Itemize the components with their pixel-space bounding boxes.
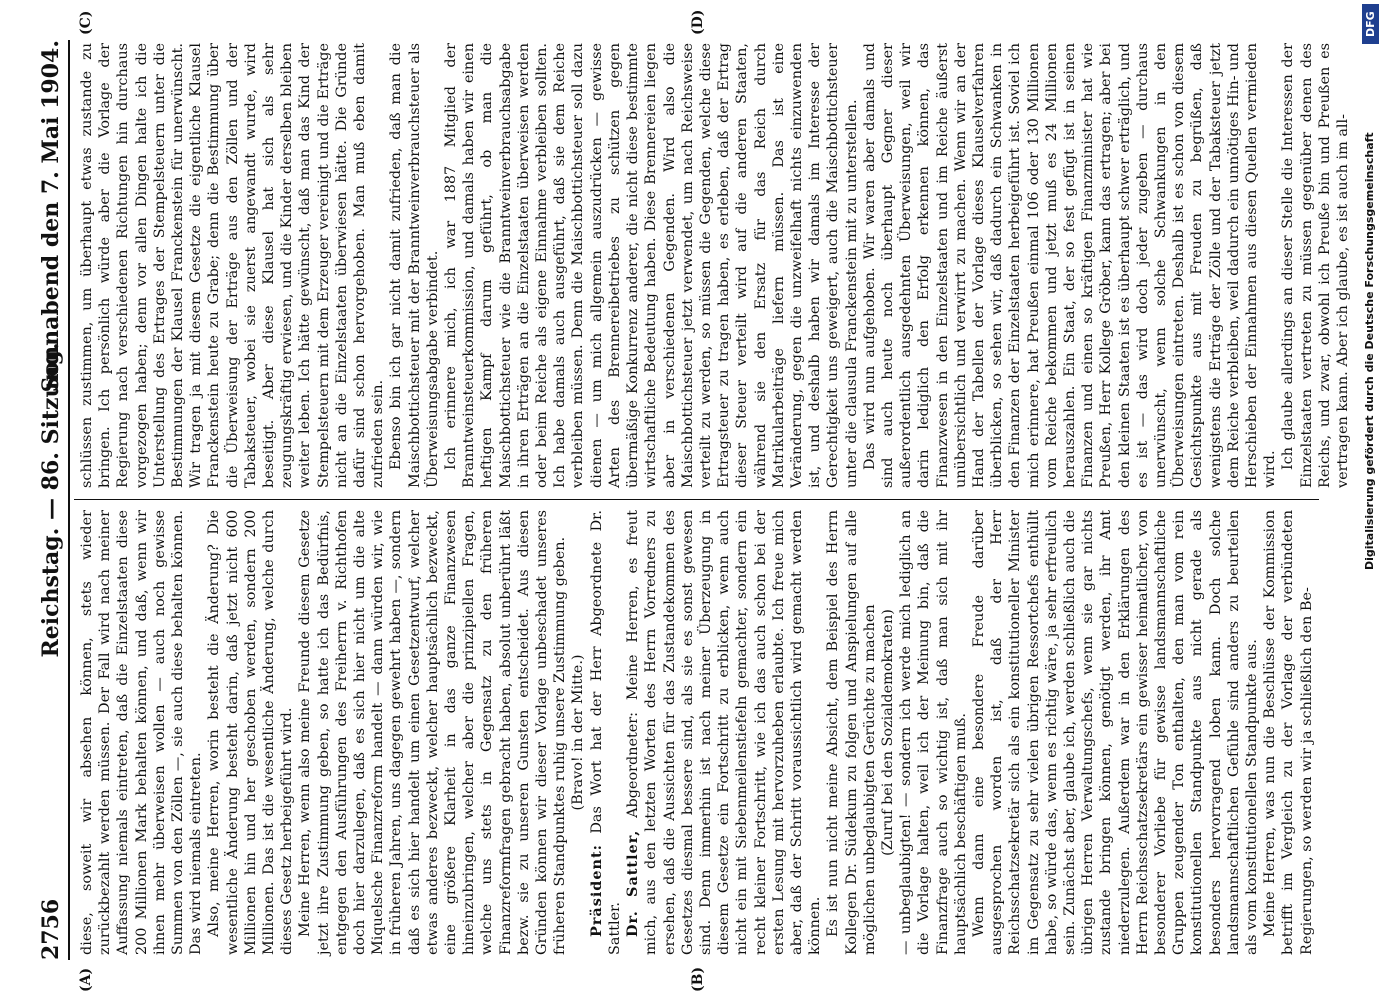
paragraph: [1261, 510, 1316, 955]
paragraph: [78, 43, 387, 488]
paragraph-text: (Bravo! in der Mitte.): [570, 654, 587, 811]
paragraph-text: — unbeglaubigten! — sondern ich werde mich lediglich an die Vorlage halten, weil ich der Meinung bin, daß die Finanzfrage auch so wichtig ist, daß man sich mit ihr hauptsächlich beschäftigen muß.: [898, 510, 969, 955]
credit-strip: [1361, 0, 1381, 1000]
right-text-column: [78, 43, 1352, 488]
paragraph-text: Das wird nun aufgehoben. Wir waren aber damals und sind auch heute noch überhaupt Gegner dieser außerordentlich ausgedehnten Überweisungen, weil wir darin lediglich den Erfolg erkennen können, das Finanzwesen in den Einzelstaaten und im Reiche äußerst unübersichtlich und verwirrt zu machen. Wenn wir an der Hand der Tabellen der Vorlage dieses Klauselverfahren überblicken, so sehen wir, daß dadurch ein Schwanken in den Finanzen der Einzelstaaten herbeigeführt ist. Soviel ich mich erinnere, hat Preußen einmal 106 oder 130 Millionen vom Reiche bekommen und jetzt muß es 24 Millionen herauszahlen. Ein Staat, der so fest gefügt ist in seinen Finanzen und einen so kräftigen Finanzminister hat wie Preußen, Herr Kollege Gröber, kann das ertragen; aber bei den kleinen Staaten ist es überhaupt schwer erträglich, und es ist — das wird doch jeder zugeben — durchaus unerwünscht, wenn solche Schwankungen in den Überweisungen eintreten. Deshalb ist es schon von diesem Gesichtspunkte aus mit Freuden zu begrüßen, daß wenigstens die Erträge der Zölle und der Tabaksteuer jetzt dem Reiche verbleiben, weil dadurch ein unnötiges Hin- und Herschieben der Einnahmen aus diesen Quellen vermieden wird.: [861, 43, 1279, 488]
paragraph: [78, 510, 205, 955]
session-date: Sonnabend den 7. Mai 1904.: [38, 40, 64, 393]
paragraph: [897, 510, 970, 955]
left-text-column: [78, 510, 1315, 955]
paragraph-text: Meine Herren, wenn also meine Freunde diesem Gesetze jetzt ihre Zustimmung geben, so hatte ich das Bedürfnis, entgegen den Ausführungen des Freiherrn v. Richthofen doch hier darzulegen, daß es sich hier nicht um die alte Miquelsche Finanzreform handelt — dann würden wir, wie in früheren Jahren, uns dagegen gewehrt haben —, sondern daß es sich hier handelt um einen Gesetzentwurf, welcher etwas anderes bezweckt, welcher hauptsächlich bezweckt, eine größere Klarheit in das ganze Finanzwesen hineinzubringen, welcher aber die prinzipiellen Fragen, welche uns stets in Gegensatz zu den früheren Finanzreformfragen gebracht haben, absolut unberührt läßt bezw. sie zu unseren Gunsten entscheidet. Aus diesen Gründen können wir dieser Vorlage unbeschadet unseres früheren Standpunktes ruhig unsere Zustimmung geben.: [297, 510, 569, 955]
paragraph-text: Ich glaube allerdings an dieser Stelle die Interessen der Einzelstaaten vertreten zu müssen gegenüber denen des Reichs, und zwar, obwohl ich Preuße bin und Preußen es vertragen kann. Aber ich glaube, es ist auch im all-: [1280, 43, 1352, 488]
paragraph-text: Abgeordneter: Meine Herren, es freut mich, aus den letzten Worten des Herrn Vorredners zu ersehen, daß die Aussichten für das Zustandekommen des Gesetzes diesmal bessere sind, als sie es sonst gewesen sind. Denn immerhin ist nach meiner Überzeugung in diesem Gesetze ein Fortschritt zu erblicken, wenn auch nicht ein mit Siebenmeilenstiefeln gemachter, sondern ein recht kleiner Fortschritt, wie ich das auch schon bei der ersten Lesung mit hervorzuheben erlaubte. Ich freue mich aber, daß der Schritt voraussichtlich wird gemacht werden können.: [625, 510, 824, 955]
page-number: 2756: [38, 898, 64, 960]
margin-mark-b: (B): [690, 966, 706, 992]
paragraph: [824, 510, 879, 955]
speaker-name: Präsident:: [587, 844, 605, 937]
paragraph-text: (Zuruf bei den Sozialdemokraten): [879, 609, 896, 856]
paragraph-text: Also, meine Herren, worin besteht die Änderung? Die wesentliche Änderung besteht darin, daß jetzt nicht 600 Millionen hin und her geschoben werden, sondern 200 Millionen. Das ist die wesentliche Änderung, welche durch dieses Gesetz herbeigeführt wird.: [206, 510, 296, 955]
paragraph-text: schlüssen zustimmen, um überhaupt etwas zustande zu bringen. Ich persönlich würde aber die Vorlage der Regierung nach verschiedenen Richtungen hin durchaus vorgezogen haben; denn vor allen Dingen halte ich die Unterstellung des Ertrages der Stempelsteuern unter die Bestimmungen der Klausel Franckenstein für unerwünscht. Wir tragen ja mit diesem Gesetze die eigentliche Klausel Franckenstein heute zu Grabe; denn die Bestimmung über die Überweisung der Erträge aus den Zöllen und der Tabaksteuer, wobei sie zuerst angewandt wurde, wird beseitigt. Aber diese Klausel hat sich als sehr zeugungskräftig erwiesen, und die Kinder derselben bleiben weiter leben. Ich hätte gewünscht, daß man das Kind der Stempelsteuern mit dem Erzeuger vereinigt und die Erträge nicht an die Einzelstaaten überwiesen hätte. Die Gründe dafür sind schon hervorgehoben. Man muß eben damit zufrieden sein.: [79, 43, 387, 488]
paragraph: [296, 510, 569, 955]
paragraph: [861, 43, 1280, 488]
paragraph: [970, 510, 1261, 955]
page-header: [38, 40, 70, 960]
paragraph-text: Wenn dann eine besondere Freude darüber ausgesprochen worden ist, daß der Herr Reichsschatzsekretär sich als ein konstitutioneller Minister im Gegensatz zu sehr vielen übrigen Ressortchefs enthüllt habe, so würde das, wenn es richtig wäre, ja sehr erfreulich sein. Zunächst aber, glaube ich, werden schließlich auch die übrigen Herren Verwaltungschefs, wenn sie gar nichts zustande bringen können, genötigt werden, ihr Amt niederzulegen. Außerdem war in den Erklärungen des Herrn Reichsschatzsekretärs ein gewisser heimatlicher, von besonderer Vorliebe für gewisse landsmannschaftliche Gruppen zeugender Ton enthalten, den man vom rein konstitutionellen Standpunkte aus nicht gerade als besonders hervorragend loben kann. Doch solche landsmannschaftlichen Gefühle sind anders zu beurteilen als vom konstitutionellen Standpunkte aus.: [970, 510, 1260, 955]
paragraph-text: Es ist nun nicht meine Absicht, dem Beispiel des Herrn Kollegen Dr. Südekum zu folgen und Anspielungen auf alle möglichen unbeglaubigten Gerüchte zu machen: [825, 510, 878, 955]
paragraph: [442, 43, 861, 488]
paragraph: [879, 510, 897, 955]
session-title: Reichstag. — 86. Sitzung.: [38, 342, 64, 658]
paragraph-text: Ich erinnere mich, ich war 1887 Mitglied der Branntweinsteuerkommission, und damals haben wir einen heftigen Kampf darum geführt, ob man die Maischbottichsteuer wie die Branntweinverbrauchsabgabe in ihren Erträgen an die Einzelstaaten überweisen werden oder beim Reiche als eigene Einnahme verbleiben sollten. Ich habe damals auch ausgeführt, daß sie dem Reiche verbleiben müssen. Denn die Maischbottichsteuer soll dazu dienen — um mich allgemein auszudrücken — gewisse Arten des Brennereibetriebes zu schützen gegen übermäßige Konkurrenz anderer, die nicht diese bestimmte wirtschaftliche Bedeutung haben. Diese Brennereien liegen aber in verschiedenen Gegenden. Wird also die Maischbottichsteuer jetzt verwendet, um nach Reichsweise verteilt zu werden, so müssen die Gegenden, welche diese Ertragsteuer zu tragen haben, es erleben, daß der Ertrag dieser Steuer verteilt wird auf die anderen Staaten, während sie den Ersatz für das Reich durch Matrikularbeiträge liefern müssen. Das ist eine Veränderung, gegen die unzweifelhaft nichts einzuwenden ist, und deshalb haben wir damals im Interesse der Gerechtigkeit uns geweigert, auch die Maischbottichsteuer unter die clausula Franckenstein mit zu unterstellen.: [443, 43, 860, 488]
paragraph: [569, 510, 587, 955]
paragraph-text: Meine Herren, was nun die Beschlüsse der Kommission betrifft im Vergleich zu der Vorlage der verbündeten Regierungen, so werden wir ja schließlich den Be-: [1262, 510, 1315, 955]
margin-mark-a: (A): [78, 967, 94, 992]
credit-text: Digitalisierung gefördert durch die Deutsche Forschungsgemeinschaft: [1363, 132, 1376, 570]
paragraph-text: Das Wort hat der Herr Abgeordnete Dr. Sattler.: [588, 510, 623, 955]
paragraph-text: diese, soweit wir absehen können, stets wieder zurückbezahlt werden müssen. Der Fall wird nach meiner Auffassung niemals eintreten, daß die Einzelstaaten diese 200 Millionen Mark behalten können, und daß, wenn wir ihnen mehr überweisen wollen — auch noch gewisse Summen von den Zöllen —, sie auch diese behalten können. Das wird niemals eintreten.: [79, 510, 205, 955]
column-divider: [74, 499, 1319, 500]
paragraph: [588, 510, 624, 955]
paragraph: [205, 510, 296, 955]
speaker-name: Dr. Sattler,: [624, 829, 642, 937]
dfg-logo: DFG: [1362, 4, 1379, 44]
paragraph-text: Ebenso bin ich gar nicht damit zufrieden, daß man die Maischbottichsteuer mit der Branntweinverbrauchsteuer als Überweisungsabgabe verbindet.: [388, 43, 441, 488]
paragraph: [624, 510, 824, 955]
margin-mark-c: (C): [78, 10, 94, 35]
margin-mark-d: (D): [690, 9, 706, 35]
paragraph: [387, 43, 442, 488]
paragraph: [1279, 43, 1352, 488]
